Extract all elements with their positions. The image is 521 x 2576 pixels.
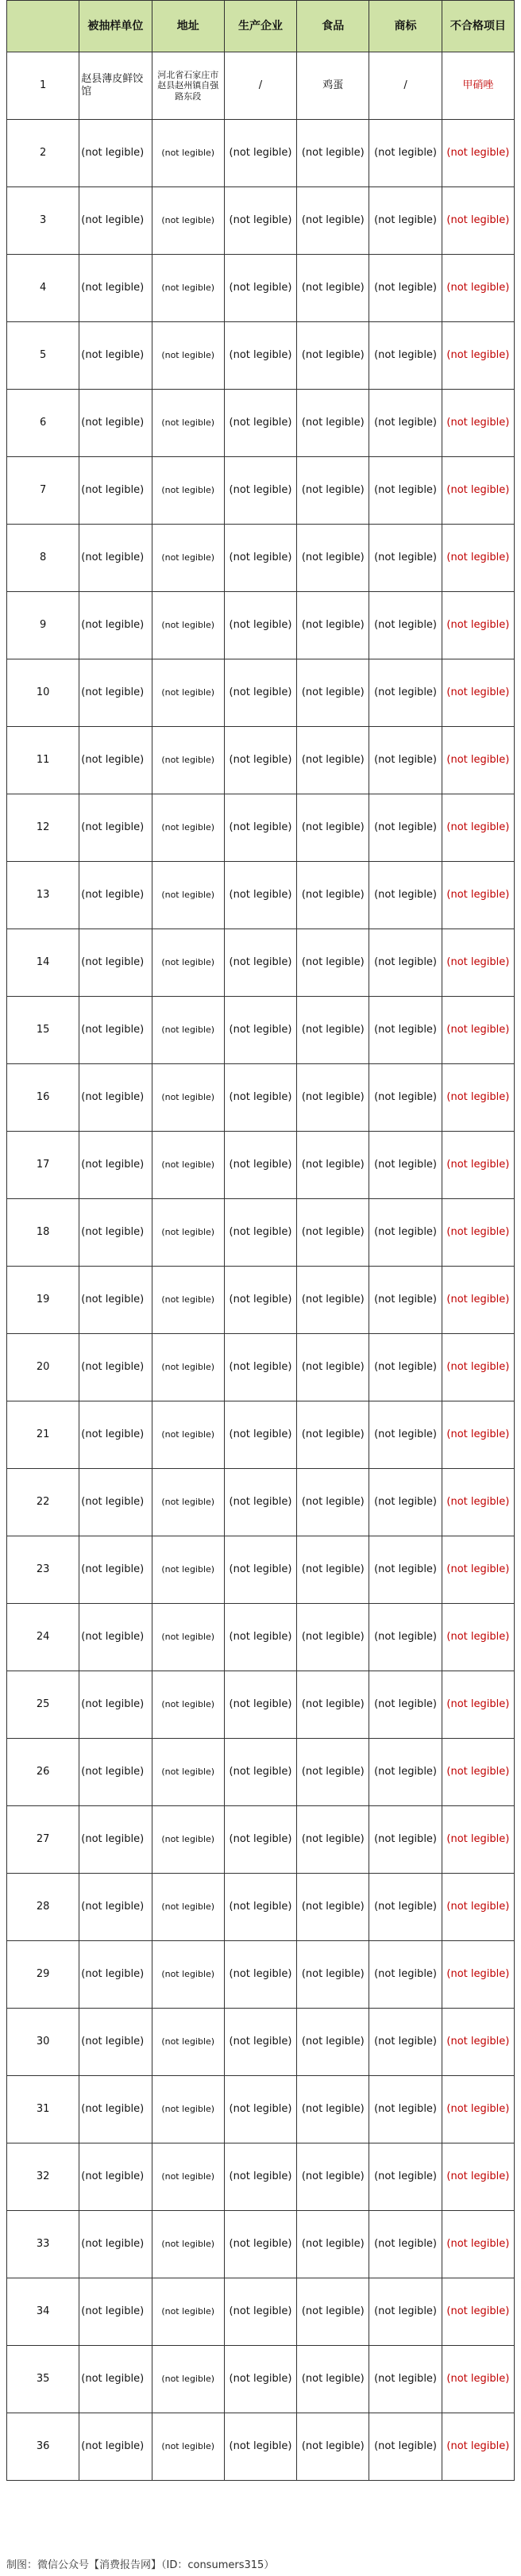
table-row	[7, 794, 515, 862]
row-number-cell: 30	[7, 2009, 79, 2076]
producer-cell: (not legible)	[224, 2211, 296, 2278]
row-number-cell: 32	[7, 2143, 79, 2211]
brand-cell: (not legible)	[369, 2076, 442, 2143]
row-number-cell: 36	[7, 2413, 79, 2481]
row-number-cell: 1	[7, 52, 79, 120]
food-name-cell: (not legible)	[297, 1267, 369, 1334]
producer-cell: (not legible)	[224, 1267, 296, 1334]
failed-item-cell: (not legible)	[442, 1941, 514, 2009]
food-name-cell: (not legible)	[297, 2009, 369, 2076]
brand-cell: (not legible)	[369, 1334, 442, 1401]
row-number-cell: 34	[7, 2278, 79, 2346]
food-name-cell: (not legible)	[297, 255, 369, 322]
failed-item-cell: 甲硝唑	[442, 52, 514, 120]
address-cell: (not legible)	[152, 794, 224, 862]
header-number	[7, 1, 79, 52]
address-cell: 河北省石家庄市赵县赵州镇自强路东段	[152, 52, 224, 120]
sampled-unit-cell: (not legible)	[79, 1739, 152, 1806]
table-row	[7, 1132, 515, 1199]
table-header-row	[7, 1, 515, 52]
brand-cell: (not legible)	[369, 1671, 442, 1739]
brand-cell: (not legible)	[369, 2009, 442, 2076]
table-row	[7, 1536, 515, 1604]
table-row	[7, 2009, 515, 2076]
food-name-cell: (not legible)	[297, 2211, 369, 2278]
row-number-cell: 15	[7, 997, 79, 1064]
address-cell: (not legible)	[152, 2278, 224, 2346]
brand-cell: (not legible)	[369, 390, 442, 457]
sampled-unit-cell: (not legible)	[79, 457, 152, 525]
brand-cell: (not legible)	[369, 322, 442, 390]
brand-cell: (not legible)	[369, 1401, 442, 1469]
address-cell: (not legible)	[152, 1132, 224, 1199]
food-name-cell: (not legible)	[297, 457, 369, 525]
failed-item-cell: (not legible)	[442, 1334, 514, 1401]
row-number-cell: 4	[7, 255, 79, 322]
food-name-cell: (not legible)	[297, 862, 369, 929]
failed-item-cell: (not legible)	[442, 1671, 514, 1739]
brand-cell: (not legible)	[369, 1739, 442, 1806]
failed-item-cell: (not legible)	[442, 659, 514, 727]
sampled-unit-cell: (not legible)	[79, 1132, 152, 1199]
sampled-unit-cell: (not legible)	[79, 997, 152, 1064]
producer-cell: (not legible)	[224, 120, 296, 187]
sampled-unit-cell: (not legible)	[79, 2009, 152, 2076]
brand-cell: (not legible)	[369, 187, 442, 255]
food-name-cell: (not legible)	[297, 390, 369, 457]
failed-item-cell: (not legible)	[442, 2278, 514, 2346]
sampled-unit-cell: (not legible)	[79, 2346, 152, 2413]
failed-item-cell: (not legible)	[442, 794, 514, 862]
address-cell: (not legible)	[152, 187, 224, 255]
table-row	[7, 255, 515, 322]
header-sampled-unit: 被抽样单位	[79, 1, 152, 52]
address-cell: (not legible)	[152, 1469, 224, 1536]
address-cell: (not legible)	[152, 1806, 224, 1874]
table-row	[7, 2278, 515, 2346]
food-name-cell: (not legible)	[297, 1671, 369, 1739]
table-row	[7, 659, 515, 727]
table-row	[7, 929, 515, 997]
table-row	[7, 1941, 515, 2009]
table-row	[7, 1469, 515, 1536]
address-cell: (not legible)	[152, 2143, 224, 2211]
food-name-cell: (not legible)	[297, 1941, 369, 2009]
producer-cell: (not legible)	[224, 1874, 296, 1941]
table-row	[7, 1874, 515, 1941]
sampled-unit-cell: (not legible)	[79, 2278, 152, 2346]
producer-cell: (not legible)	[224, 1671, 296, 1739]
sampled-unit-cell: (not legible)	[79, 322, 152, 390]
food-name-cell: (not legible)	[297, 794, 369, 862]
row-number-cell: 26	[7, 1739, 79, 1806]
address-cell: (not legible)	[152, 390, 224, 457]
failed-item-cell: (not legible)	[442, 1806, 514, 1874]
failed-item-cell: (not legible)	[442, 255, 514, 322]
food-name-cell: (not legible)	[297, 525, 369, 592]
footer-credit: 制图：微信公众号【消费报告网】（ID：consumers315）	[6, 2559, 275, 2571]
brand-cell: (not legible)	[369, 2278, 442, 2346]
producer-cell: (not legible)	[224, 592, 296, 659]
row-number-cell: 28	[7, 1874, 79, 1941]
failed-item-cell: (not legible)	[442, 2076, 514, 2143]
table-row	[7, 727, 515, 794]
food-name-cell: (not legible)	[297, 1604, 369, 1671]
food-name-cell: (not legible)	[297, 2413, 369, 2481]
producer-cell: (not legible)	[224, 2278, 296, 2346]
table-row	[7, 1671, 515, 1739]
failed-item-cell: (not legible)	[442, 187, 514, 255]
header-producer: 生产企业	[224, 1, 296, 52]
row-number-cell: 11	[7, 727, 79, 794]
address-cell: (not legible)	[152, 2076, 224, 2143]
producer-cell: (not legible)	[224, 862, 296, 929]
brand-cell: (not legible)	[369, 1469, 442, 1536]
address-cell: (not legible)	[152, 1739, 224, 1806]
row-number-cell: 29	[7, 1941, 79, 2009]
sampled-unit-cell: (not legible)	[79, 2413, 152, 2481]
brand-cell: (not legible)	[369, 1604, 442, 1671]
food-name-cell: (not legible)	[297, 1064, 369, 1132]
food-name-cell: (not legible)	[297, 120, 369, 187]
producer-cell: (not legible)	[224, 322, 296, 390]
address-cell: (not legible)	[152, 2009, 224, 2076]
sampled-unit-cell: (not legible)	[79, 592, 152, 659]
row-number-cell: 27	[7, 1806, 79, 1874]
row-number-cell: 31	[7, 2076, 79, 2143]
failed-item-cell: (not legible)	[442, 1604, 514, 1671]
address-cell: (not legible)	[152, 1671, 224, 1739]
sampled-unit-cell: (not legible)	[79, 929, 152, 997]
row-number-cell: 13	[7, 862, 79, 929]
address-cell: (not legible)	[152, 322, 224, 390]
brand-cell: (not legible)	[369, 2143, 442, 2211]
address-cell: (not legible)	[152, 1941, 224, 2009]
row-number-cell: 3	[7, 187, 79, 255]
food-name-cell: (not legible)	[297, 592, 369, 659]
address-cell: (not legible)	[152, 1334, 224, 1401]
address-cell: (not legible)	[152, 997, 224, 1064]
food-name-cell: (not legible)	[297, 997, 369, 1064]
food-name-cell: (not legible)	[297, 727, 369, 794]
brand-cell: (not legible)	[369, 525, 442, 592]
address-cell: (not legible)	[152, 2413, 224, 2481]
brand-cell: (not legible)	[369, 1806, 442, 1874]
sampled-unit-cell: (not legible)	[79, 1334, 152, 1401]
row-number-cell: 20	[7, 1334, 79, 1401]
food-name-cell: (not legible)	[297, 1469, 369, 1536]
row-number-cell: 8	[7, 525, 79, 592]
failed-item-cell: (not legible)	[442, 997, 514, 1064]
row-number-cell: 25	[7, 1671, 79, 1739]
address-cell: (not legible)	[152, 120, 224, 187]
header-address: 地址	[152, 1, 224, 52]
failed-item-cell: (not legible)	[442, 1132, 514, 1199]
producer-cell: (not legible)	[224, 390, 296, 457]
sampled-unit-cell: (not legible)	[79, 1941, 152, 2009]
food-name-cell: (not legible)	[297, 1739, 369, 1806]
sampled-unit-cell: (not legible)	[79, 659, 152, 727]
brand-cell: (not legible)	[369, 592, 442, 659]
brand-cell: (not legible)	[369, 1199, 442, 1267]
failed-item-cell: (not legible)	[442, 457, 514, 525]
producer-cell: (not legible)	[224, 2143, 296, 2211]
row-number-cell: 22	[7, 1469, 79, 1536]
food-name-cell: (not legible)	[297, 187, 369, 255]
sampled-unit-cell: (not legible)	[79, 1267, 152, 1334]
header-food: 食品	[297, 1, 369, 52]
row-number-cell: 9	[7, 592, 79, 659]
table-body	[7, 52, 515, 2481]
food-name-cell: (not legible)	[297, 1199, 369, 1267]
brand-cell: (not legible)	[369, 1064, 442, 1132]
producer-cell: (not legible)	[224, 1806, 296, 1874]
address-cell: (not legible)	[152, 1536, 224, 1604]
address-cell: (not legible)	[152, 255, 224, 322]
brand-cell: (not legible)	[369, 1874, 442, 1941]
producer-cell: (not legible)	[224, 1401, 296, 1469]
table-row	[7, 2346, 515, 2413]
failed-item-cell: (not legible)	[442, 929, 514, 997]
failed-item-cell: (not legible)	[442, 120, 514, 187]
table-row	[7, 997, 515, 1064]
failed-item-cell: (not legible)	[442, 2413, 514, 2481]
food-name-cell: (not legible)	[297, 1132, 369, 1199]
food-name-cell: (not legible)	[297, 2076, 369, 2143]
failed-item-cell: (not legible)	[442, 390, 514, 457]
address-cell: (not legible)	[152, 1401, 224, 1469]
producer-cell: (not legible)	[224, 727, 296, 794]
sampled-unit-cell: (not legible)	[79, 1806, 152, 1874]
producer-cell: (not legible)	[224, 1536, 296, 1604]
brand-cell: (not legible)	[369, 2346, 442, 2413]
row-number-cell: 24	[7, 1604, 79, 1671]
sampled-unit-cell: (not legible)	[79, 1064, 152, 1132]
sampled-unit-cell: (not legible)	[79, 862, 152, 929]
row-number-cell: 35	[7, 2346, 79, 2413]
producer-cell: (not legible)	[224, 255, 296, 322]
brand-cell: (not legible)	[369, 794, 442, 862]
sampled-unit-cell: (not legible)	[79, 120, 152, 187]
producer-cell: (not legible)	[224, 1941, 296, 2009]
failed-item-cell: (not legible)	[442, 1536, 514, 1604]
producer-cell: (not legible)	[224, 1199, 296, 1267]
header-brand: 商标	[369, 1, 442, 52]
sampled-unit-cell: (not legible)	[79, 1874, 152, 1941]
sampled-unit-cell: (not legible)	[79, 1671, 152, 1739]
brand-cell: /	[369, 52, 442, 120]
sampled-unit-cell: (not legible)	[79, 187, 152, 255]
food-name-cell: (not legible)	[297, 1806, 369, 1874]
address-cell: (not legible)	[152, 929, 224, 997]
brand-cell: (not legible)	[369, 997, 442, 1064]
producer-cell: (not legible)	[224, 1064, 296, 1132]
address-cell: (not legible)	[152, 2346, 224, 2413]
producer-cell: (not legible)	[224, 929, 296, 997]
table-row	[7, 1199, 515, 1267]
sampled-unit-cell: (not legible)	[79, 1469, 152, 1536]
producer-cell: (not legible)	[224, 1334, 296, 1401]
food-name-cell: (not legible)	[297, 1874, 369, 1941]
row-number-cell: 17	[7, 1132, 79, 1199]
producer-cell: (not legible)	[224, 1739, 296, 1806]
sampled-unit-cell: 赵县薄皮鲜饺馆	[79, 52, 152, 120]
table-row	[7, 2413, 515, 2481]
failed-item-cell: (not legible)	[442, 862, 514, 929]
brand-cell: (not legible)	[369, 1941, 442, 2009]
food-name-cell: (not legible)	[297, 2143, 369, 2211]
failed-item-cell: (not legible)	[442, 1064, 514, 1132]
food-name-cell: (not legible)	[297, 659, 369, 727]
row-number-cell: 7	[7, 457, 79, 525]
table-row	[7, 52, 515, 120]
row-number-cell: 14	[7, 929, 79, 997]
failed-item-cell: (not legible)	[442, 1874, 514, 1941]
producer-cell: (not legible)	[224, 2346, 296, 2413]
producer-cell: (not legible)	[224, 997, 296, 1064]
table-row	[7, 525, 515, 592]
address-cell: (not legible)	[152, 1874, 224, 1941]
failed-item-cell: (not legible)	[442, 592, 514, 659]
address-cell: (not legible)	[152, 1199, 224, 1267]
failed-item-cell: (not legible)	[442, 2211, 514, 2278]
sampled-unit-cell: (not legible)	[79, 390, 152, 457]
brand-cell: (not legible)	[369, 929, 442, 997]
producer-cell: /	[224, 52, 296, 120]
table-row	[7, 187, 515, 255]
table-row	[7, 1267, 515, 1334]
table-row	[7, 862, 515, 929]
row-number-cell: 10	[7, 659, 79, 727]
address-cell: (not legible)	[152, 525, 224, 592]
row-number-cell: 2	[7, 120, 79, 187]
brand-cell: (not legible)	[369, 2211, 442, 2278]
producer-cell: (not legible)	[224, 2009, 296, 2076]
sampled-unit-cell: (not legible)	[79, 794, 152, 862]
table-row	[7, 2143, 515, 2211]
table-row	[7, 2076, 515, 2143]
row-number-cell: 16	[7, 1064, 79, 1132]
producer-cell: (not legible)	[224, 1132, 296, 1199]
producer-cell: (not legible)	[224, 1604, 296, 1671]
table-row	[7, 457, 515, 525]
brand-cell: (not legible)	[369, 457, 442, 525]
producer-cell: (not legible)	[224, 2076, 296, 2143]
failed-item-cell: (not legible)	[442, 322, 514, 390]
address-cell: (not legible)	[152, 862, 224, 929]
failed-item-cell: (not legible)	[442, 2009, 514, 2076]
producer-cell: (not legible)	[224, 1469, 296, 1536]
brand-cell: (not legible)	[369, 255, 442, 322]
producer-cell: (not legible)	[224, 2413, 296, 2481]
sampled-unit-cell: (not legible)	[79, 1199, 152, 1267]
failed-item-cell: (not legible)	[442, 1401, 514, 1469]
failed-item-cell: (not legible)	[442, 2143, 514, 2211]
table-row	[7, 2211, 515, 2278]
producer-cell: (not legible)	[224, 457, 296, 525]
address-cell: (not legible)	[152, 727, 224, 794]
producer-cell: (not legible)	[224, 187, 296, 255]
address-cell: (not legible)	[152, 1604, 224, 1671]
table-row	[7, 592, 515, 659]
brand-cell: (not legible)	[369, 659, 442, 727]
failed-item-cell: (not legible)	[442, 1267, 514, 1334]
sampled-unit-cell: (not legible)	[79, 1536, 152, 1604]
address-cell: (not legible)	[152, 2211, 224, 2278]
food-name-cell: (not legible)	[297, 1536, 369, 1604]
table-row	[7, 120, 515, 187]
table-row	[7, 1064, 515, 1132]
address-cell: (not legible)	[152, 1267, 224, 1334]
table-row	[7, 390, 515, 457]
producer-cell: (not legible)	[224, 659, 296, 727]
address-cell: (not legible)	[152, 659, 224, 727]
brand-cell: (not legible)	[369, 1132, 442, 1199]
sampled-unit-cell: (not legible)	[79, 2143, 152, 2211]
failed-item-cell: (not legible)	[442, 2346, 514, 2413]
row-number-cell: 33	[7, 2211, 79, 2278]
food-name-cell: (not legible)	[297, 2346, 369, 2413]
brand-cell: (not legible)	[369, 1536, 442, 1604]
table-row	[7, 1334, 515, 1401]
food-name-cell: (not legible)	[297, 1401, 369, 1469]
row-number-cell: 5	[7, 322, 79, 390]
inspection-table	[6, 0, 515, 2481]
producer-cell: (not legible)	[224, 525, 296, 592]
sampled-unit-cell: (not legible)	[79, 255, 152, 322]
row-number-cell: 23	[7, 1536, 79, 1604]
header-failed-item: 不合格项目	[442, 1, 514, 52]
failed-item-cell: (not legible)	[442, 1739, 514, 1806]
row-number-cell: 6	[7, 390, 79, 457]
table-row	[7, 1806, 515, 1874]
row-number-cell: 12	[7, 794, 79, 862]
food-name-cell: (not legible)	[297, 2278, 369, 2346]
producer-cell: (not legible)	[224, 794, 296, 862]
address-cell: (not legible)	[152, 592, 224, 659]
sampled-unit-cell: (not legible)	[79, 1604, 152, 1671]
food-name-cell: 鸡蛋	[297, 52, 369, 120]
table-row	[7, 322, 515, 390]
failed-item-cell: (not legible)	[442, 525, 514, 592]
failed-item-cell: (not legible)	[442, 727, 514, 794]
sampled-unit-cell: (not legible)	[79, 727, 152, 794]
food-name-cell: (not legible)	[297, 929, 369, 997]
sampled-unit-cell: (not legible)	[79, 1401, 152, 1469]
table-row	[7, 1739, 515, 1806]
row-number-cell: 18	[7, 1199, 79, 1267]
brand-cell: (not legible)	[369, 862, 442, 929]
sampled-unit-cell: (not legible)	[79, 2076, 152, 2143]
brand-cell: (not legible)	[369, 2413, 442, 2481]
sampled-unit-cell: (not legible)	[79, 2211, 152, 2278]
food-name-cell: (not legible)	[297, 322, 369, 390]
table-row	[7, 1401, 515, 1469]
failed-item-cell: (not legible)	[442, 1469, 514, 1536]
address-cell: (not legible)	[152, 1064, 224, 1132]
table-row	[7, 1604, 515, 1671]
food-name-cell: (not legible)	[297, 1334, 369, 1401]
address-cell: (not legible)	[152, 457, 224, 525]
row-number-cell: 21	[7, 1401, 79, 1469]
failed-item-cell: (not legible)	[442, 1199, 514, 1267]
brand-cell: (not legible)	[369, 120, 442, 187]
brand-cell: (not legible)	[369, 727, 442, 794]
row-number-cell: 19	[7, 1267, 79, 1334]
sampled-unit-cell: (not legible)	[79, 525, 152, 592]
brand-cell: (not legible)	[369, 1267, 442, 1334]
